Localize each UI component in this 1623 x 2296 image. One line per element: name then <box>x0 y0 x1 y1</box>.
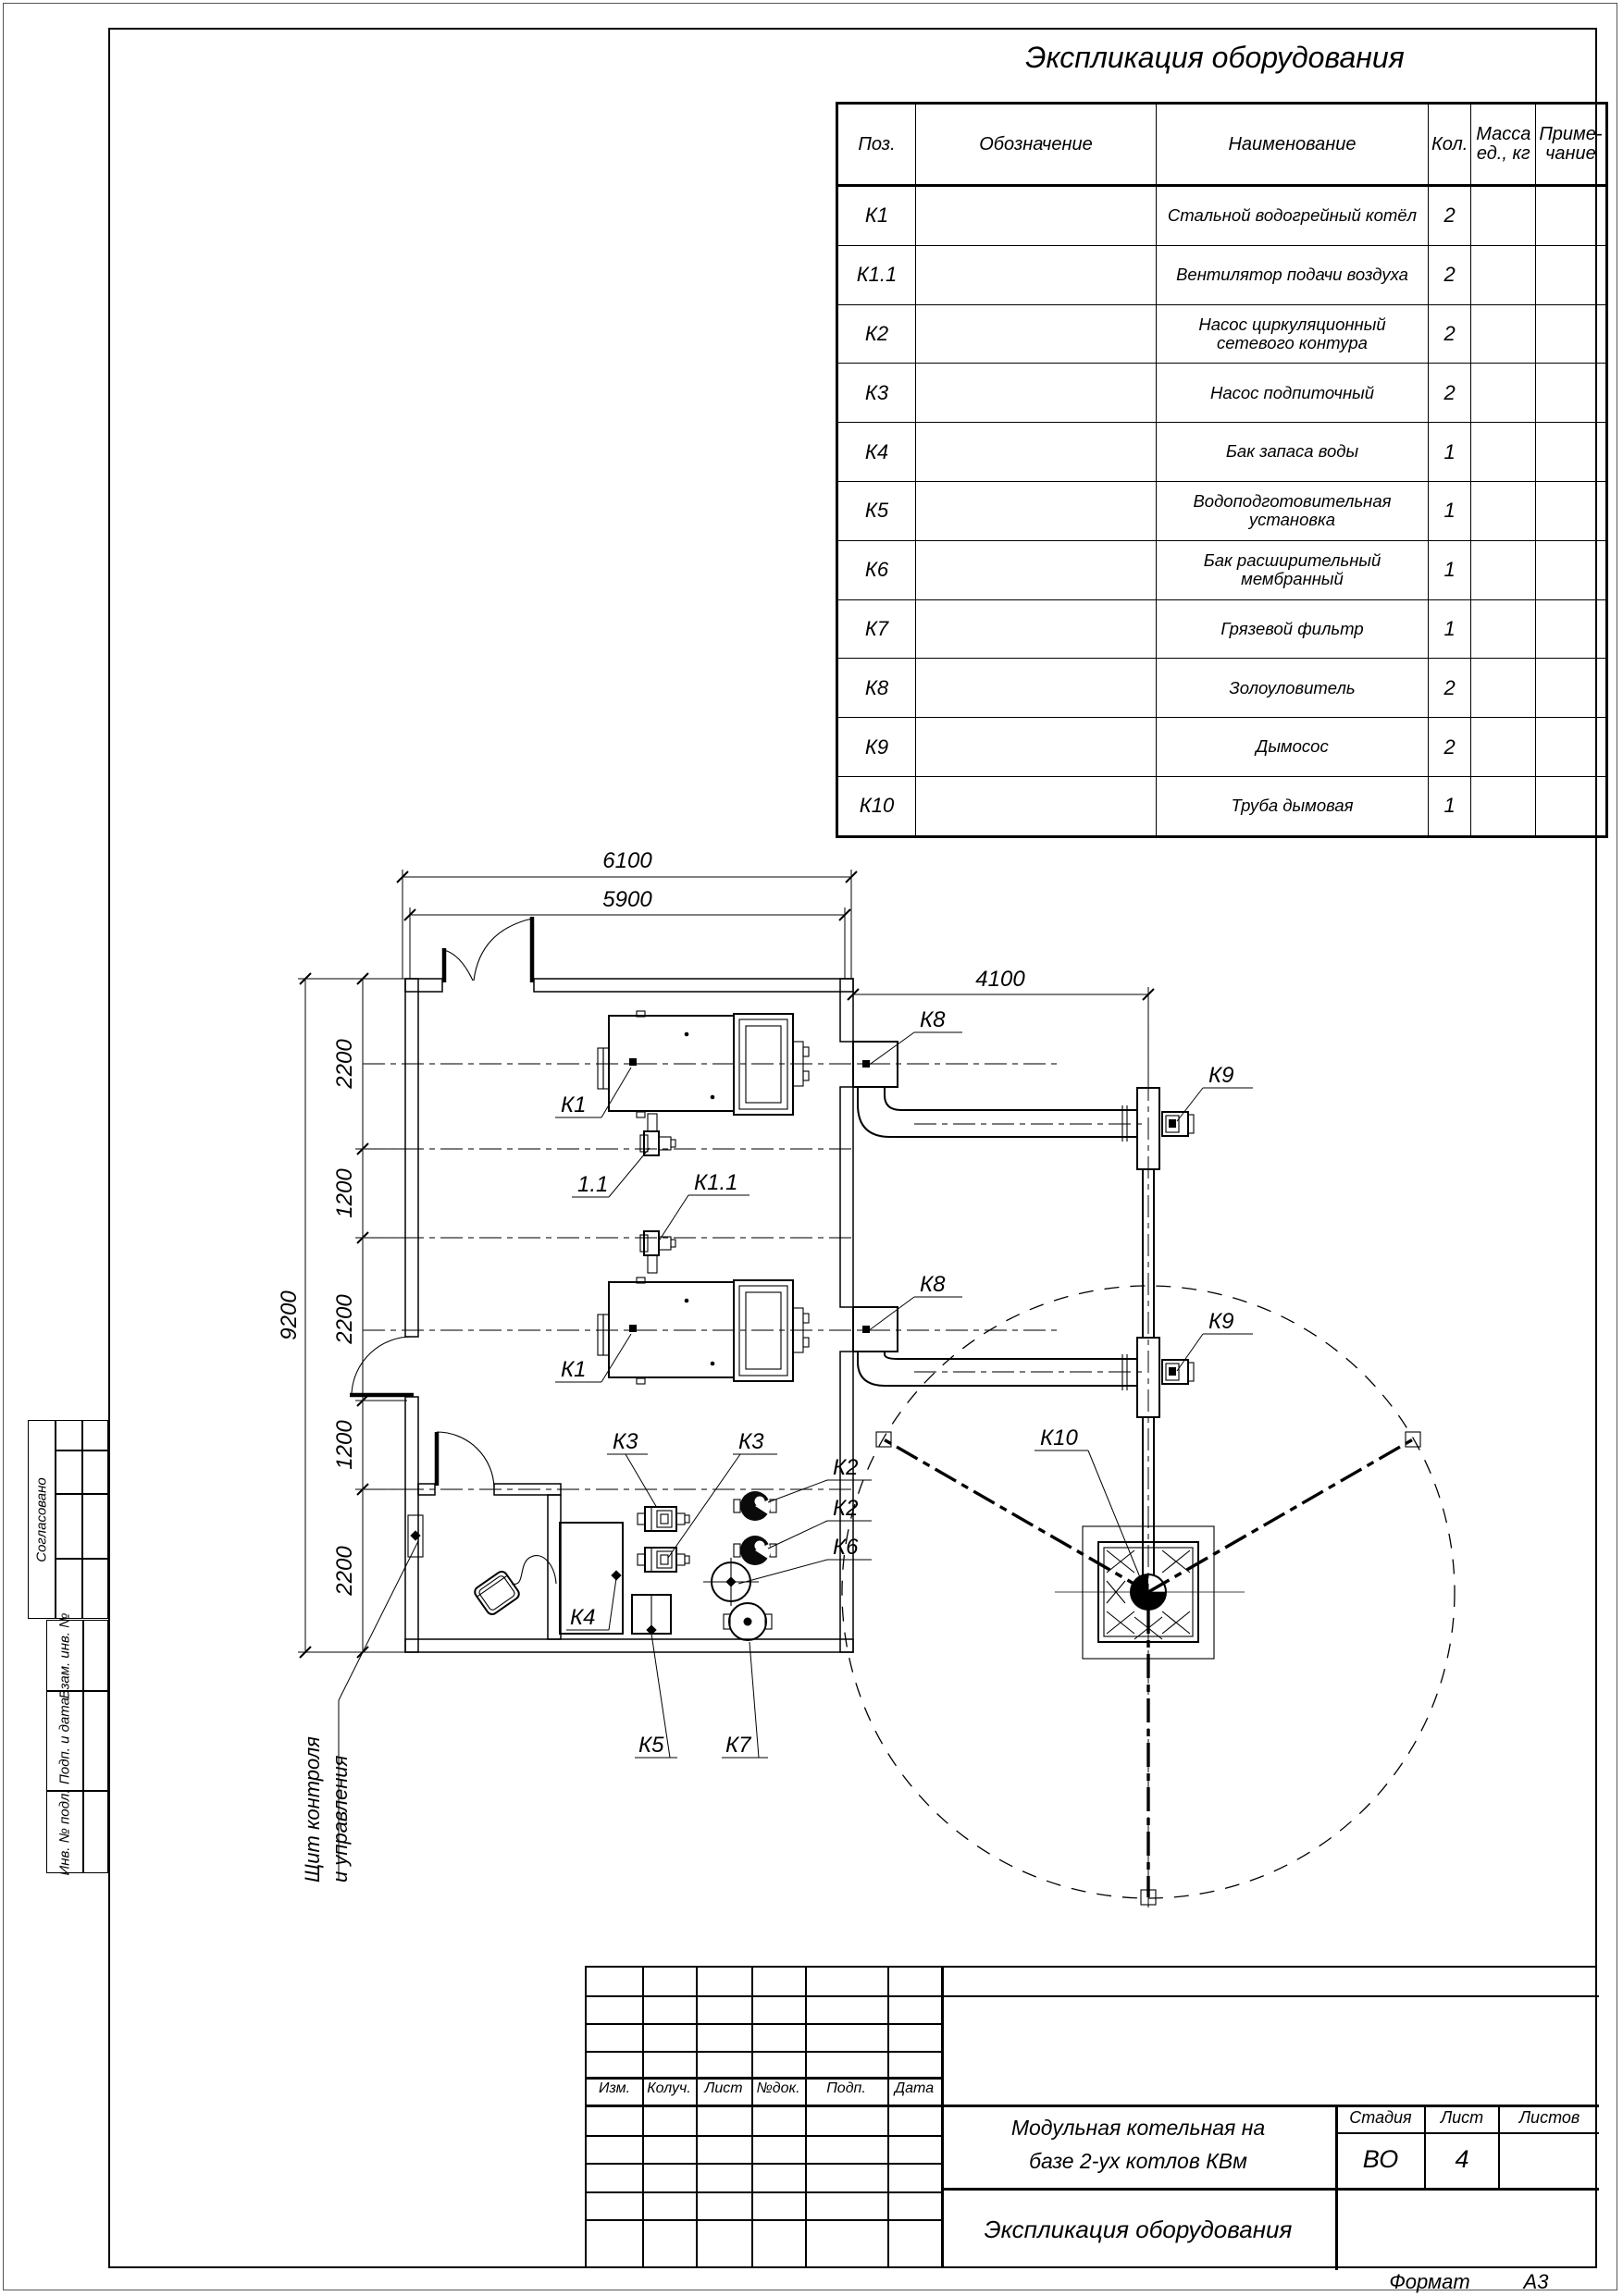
stamp-replace-inv: Взам. инв. № <box>46 1620 108 1691</box>
building-walls <box>405 979 853 1652</box>
label-k4: К4 <box>570 1605 596 1630</box>
table-row: К9 Дымосос 2 <box>837 718 1607 777</box>
format-note <box>1389 2270 1549 2293</box>
drain-pipe <box>512 1556 556 1585</box>
rev-col-data: Дата <box>894 2080 935 2096</box>
table-row: К10 Труба дымовая 1 <box>837 776 1607 836</box>
stamp-agreed: Согласовано <box>28 1420 108 1619</box>
pump-k3-2 <box>638 1548 689 1572</box>
table-row: К7 Грязевой фильтр 1 <box>837 599 1607 659</box>
doc-title: Экспликация оборудования <box>984 2216 1293 2243</box>
dimension-texts <box>277 848 1025 1597</box>
label-k1-top: К1 <box>561 1092 587 1117</box>
dimension-lines <box>298 870 1154 1658</box>
label-k9-top: К9 <box>1208 1063 1234 1088</box>
col-header-name: Наименование <box>1157 104 1429 186</box>
tank-k6 <box>703 1558 759 1606</box>
dim-seg4: 1200 <box>332 1420 357 1470</box>
rev-col-izm: Изм. <box>598 2080 631 2096</box>
leader-lines <box>339 1032 1253 1880</box>
equipment-labels <box>301 1007 1234 1882</box>
spec-table <box>836 102 1608 838</box>
spec-header-row <box>837 104 1607 186</box>
drain-funnel <box>473 1570 521 1617</box>
label-k8-top: К8 <box>920 1007 946 1032</box>
dim-9200: 9200 <box>277 1290 302 1340</box>
sheet-value: 4 <box>1455 2145 1469 2173</box>
stage-header: Стадия <box>1349 2108 1412 2127</box>
label-control-panel: Щит контроля и управления <box>301 1736 352 1882</box>
rev-col-koluch: Колуч. <box>647 2080 691 2096</box>
label-k2-top: К2 <box>833 1455 859 1480</box>
flue-tract-top <box>853 1042 1194 1169</box>
pump-k3-1 <box>638 1507 689 1531</box>
doors <box>350 917 532 1487</box>
title-block <box>585 1966 1597 2268</box>
col-header-qty: Кол. <box>1429 104 1471 186</box>
table-row: К1 Стальной водогрейный котёл 2 <box>837 186 1607 246</box>
control-panel <box>408 1515 423 1557</box>
label-k11: К1.1 <box>694 1170 738 1195</box>
sheet-header: Лист <box>1440 2108 1484 2127</box>
filter-k7 <box>724 1603 772 1640</box>
dim-seg3: 2200 <box>332 1294 357 1344</box>
rev-col-ndok: №док. <box>756 2080 800 2096</box>
col-header-mass: Масса ед., кг <box>1471 104 1536 186</box>
dim-6100: 6100 <box>602 848 652 873</box>
table-row: К1.1 Вентилятор подачи воздуха 2 <box>837 245 1607 304</box>
table-row: К5 Водоподготовительная установка 1 <box>837 481 1607 540</box>
dim-seg1: 2200 <box>332 1039 357 1089</box>
dim-5900: 5900 <box>602 887 652 912</box>
spec-table-title: Экспликация оборудования <box>1025 41 1405 74</box>
table-row: К3 Насос подпиточный 2 <box>837 364 1607 423</box>
label-fan-tag: 1.1 <box>577 1172 609 1197</box>
table-row: К6 Бак расширительный мембранный 1 <box>837 540 1607 599</box>
dim-4100: 4100 <box>975 967 1025 992</box>
rev-col-podp: Подп. <box>826 2080 866 2096</box>
table-row: К8 Золоуловитель 2 <box>837 659 1607 718</box>
project-name-line1: Модульная котельная на <box>1010 2116 1266 2140</box>
format-label: Формат <box>1389 2270 1470 2293</box>
label-k7: К7 <box>725 1733 751 1758</box>
col-header-designation: Обозначение <box>916 104 1157 186</box>
col-header-note: Приме- чание <box>1536 104 1606 186</box>
dim-seg2: 1200 <box>332 1168 357 1218</box>
label-k5: К5 <box>638 1733 664 1758</box>
table-row: К4 Бак запаса воды 1 <box>837 423 1607 482</box>
label-k1-bottom: К1 <box>561 1357 587 1382</box>
stage-value: ВО <box>1362 2145 1399 2173</box>
label-k9-bottom: К9 <box>1208 1309 1234 1334</box>
col-header-pos: Поз. <box>837 104 916 186</box>
unit-k5 <box>632 1595 671 1636</box>
stamp-inv-orig: Инв. № подл. <box>46 1791 108 1873</box>
table-row: К2 Насос циркуляционный сетевого контура 2 <box>837 304 1607 364</box>
label-k2-bottom: К2 <box>833 1496 859 1521</box>
label-k3-right: К3 <box>738 1429 764 1454</box>
rev-col-list: Лист <box>704 2080 743 2096</box>
format-value: А3 <box>1523 2270 1549 2293</box>
stamp-sign-date: Подп. и дата <box>46 1691 108 1791</box>
pump-k2-2 <box>734 1536 776 1565</box>
label-k10: К10 <box>1040 1426 1078 1450</box>
label-k8-bottom: К8 <box>920 1272 946 1297</box>
pump-k2-1 <box>734 1491 776 1521</box>
label-k6: К6 <box>833 1535 859 1560</box>
sheets-header: Листов <box>1518 2108 1580 2127</box>
dim-seg5: 2200 <box>332 1546 357 1596</box>
project-name-line2: базе 2-ух котлов КВм <box>1029 2149 1247 2173</box>
label-k3-left: К3 <box>613 1429 638 1454</box>
